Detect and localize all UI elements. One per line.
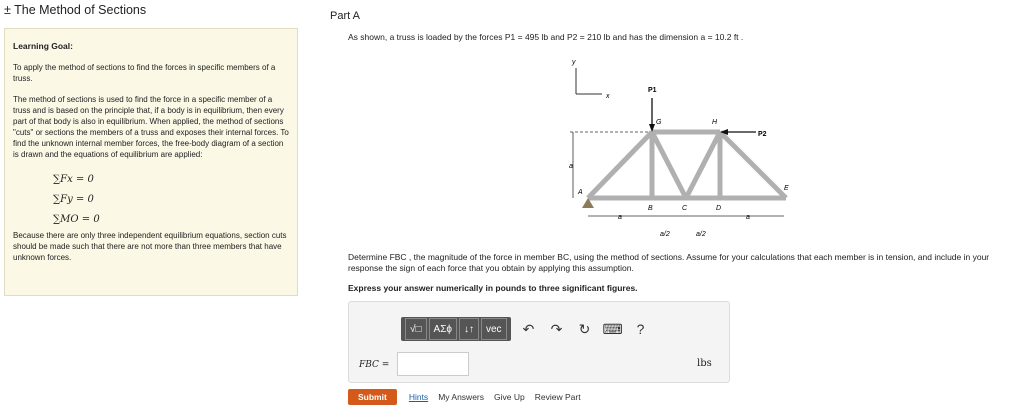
eq-fy: ∑Fy = 0: [53, 194, 94, 205]
goal-text: To apply the method of sections to find the forces in specific members of a truss.: [13, 63, 276, 83]
vec-button[interactable]: vec: [481, 318, 507, 340]
tail-text: Because there are only three independent equilibrium equations, section cuts should be made such that there are not more than three members that have unknown forces.: [13, 231, 287, 262]
express-instructions: Express your answer numerically in pounds to three significant figures.: [348, 283, 638, 293]
action-footer: [348, 389, 591, 405]
answer-input[interactable]: [397, 352, 469, 376]
node-a: A: [578, 189, 583, 196]
keyboard-icon[interactable]: ⌨: [602, 320, 623, 337]
determine-text: Determine FBC , the magnitude of the force in member BC, using the method of sections. Assume for your calculations that each member is in tension, and include in your response the sign of each force that you obtain by applying this assumption.: [348, 252, 990, 273]
y-axis-label: y: [572, 59, 576, 66]
learning-goal-panel: [4, 28, 298, 296]
node-c: C: [682, 205, 688, 212]
unit-label: lbs: [697, 358, 712, 369]
page-title: ± The Method of Sections: [4, 3, 147, 17]
help-icon[interactable]: ?: [636, 321, 645, 337]
hints-link[interactable]: Hints: [408, 392, 429, 402]
submit-button[interactable]: Submit: [348, 389, 397, 405]
problem-intro: As shown, a truss is loaded by the forces P1 = 495 lb and P2 = 210 lb and has the dimension a = 10.2 ft .: [348, 32, 744, 42]
redo-icon[interactable]: ↷: [550, 320, 563, 337]
part-label: Part A: [330, 10, 360, 22]
dim-a-vertical: a: [569, 163, 573, 170]
eq-fx: ∑Fx = 0: [53, 174, 94, 185]
x-axis-label: x: [606, 93, 610, 100]
method-text: The method of sections is used to find the force in a specific member of a truss and is based on the principle that, if a body is in equilibrium, then every part of that body is also in equilibrium. When applied, the method of sections "cuts" or sections the members of a truss and exposes their internal forces. To find the unknown internal member forces, the free-body diagram of a section is drawn and the equations of equilibrium are applied:: [13, 95, 289, 159]
node-d: D: [716, 205, 722, 212]
node-h: H: [712, 119, 718, 126]
node-b: B: [648, 205, 653, 212]
sqrt-button[interactable]: √□: [405, 318, 427, 340]
eq-mo: ∑MO = 0: [53, 214, 100, 225]
answer-label: FBC =: [359, 360, 390, 370]
my-answers-link[interactable]: My Answers: [438, 392, 485, 402]
dim-a-left: a: [618, 214, 622, 221]
answer-box: [348, 301, 730, 383]
p1-label: P1: [648, 87, 657, 94]
node-g: G: [656, 119, 662, 126]
sub-sup-button[interactable]: ↓↑: [459, 318, 479, 340]
p2-label: P2: [758, 131, 767, 138]
review-part-link[interactable]: Review Part: [534, 392, 581, 402]
dim-a2-right: a/2: [696, 231, 706, 238]
give-up-link[interactable]: Give Up: [494, 392, 525, 402]
node-e: E: [784, 185, 789, 192]
undo-icon[interactable]: ↶: [522, 320, 535, 337]
goal-title: Learning Goal:: [13, 41, 73, 51]
dim-a2-left: a/2: [660, 231, 670, 238]
math-toolbar: [401, 316, 655, 342]
reset-icon[interactable]: ↻: [578, 320, 591, 337]
truss-diagram: [560, 56, 790, 241]
greek-button[interactable]: ΑΣϕ: [429, 318, 457, 340]
dim-a-right: a: [746, 214, 750, 221]
toolbar-group: [401, 317, 511, 341]
